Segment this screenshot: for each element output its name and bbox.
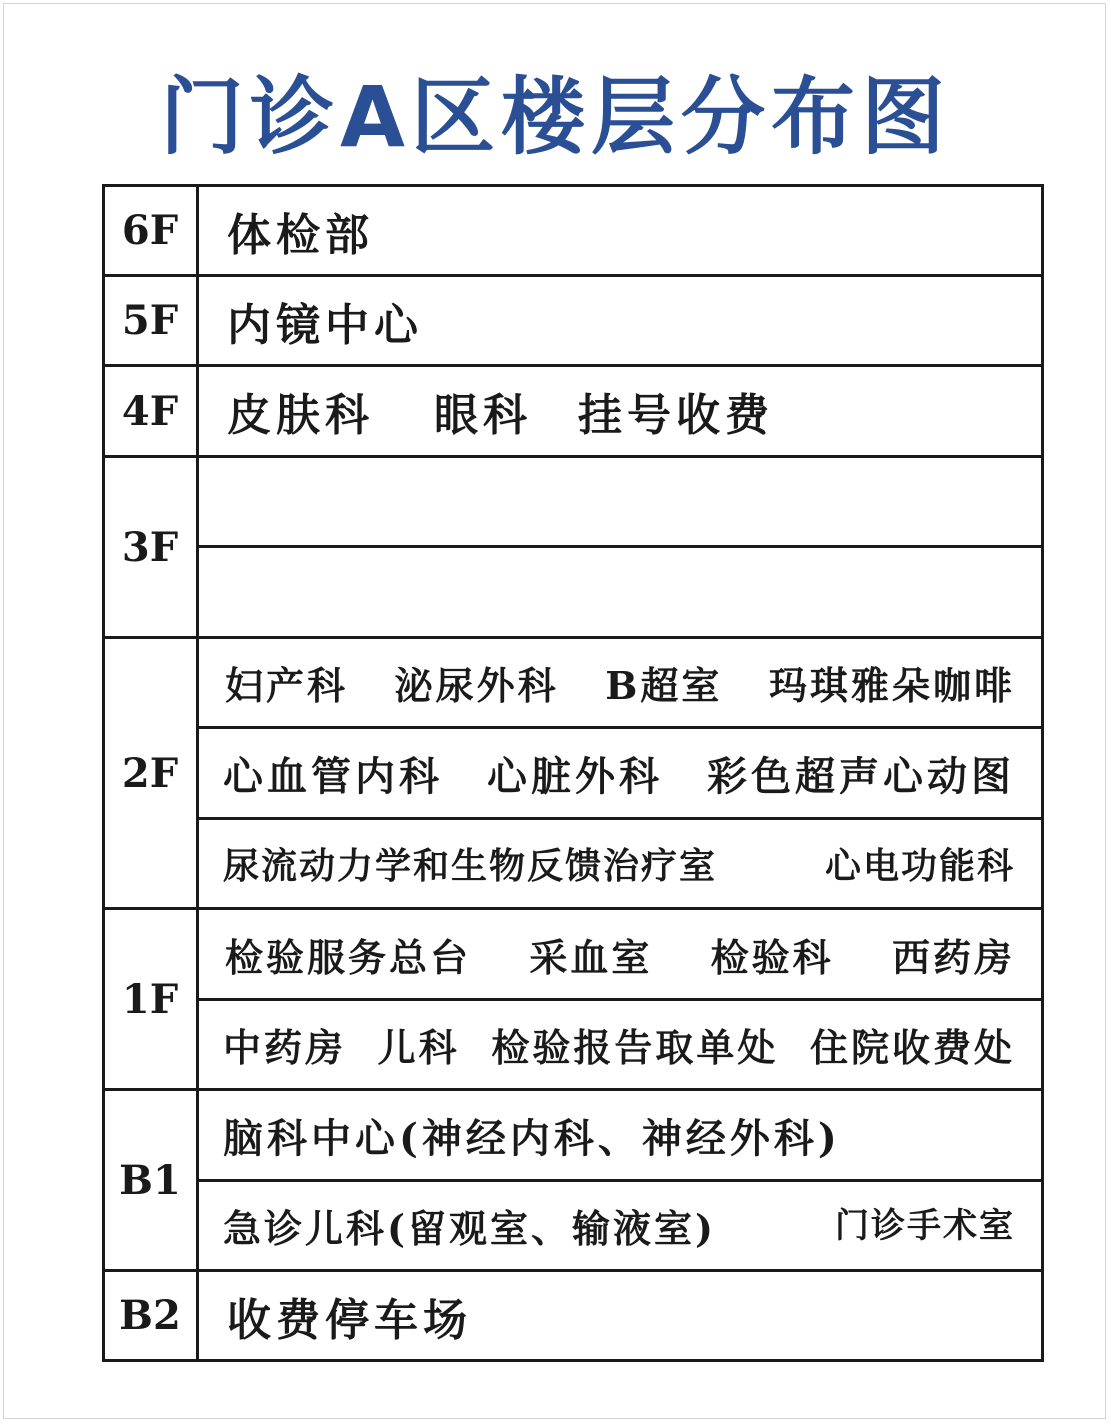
department-name: 泌尿外科 bbox=[394, 663, 559, 708]
department-name: 脑科中心(神经内科、神经外科) bbox=[223, 1114, 841, 1162]
floor-row-3f-empty bbox=[199, 458, 1041, 545]
department-name: 彩色超声心动图 bbox=[707, 752, 1015, 800]
floor-row-5f bbox=[199, 277, 1041, 364]
department-name: 挂号收费 bbox=[578, 390, 774, 441]
floor-label-b1: B1 bbox=[119, 1156, 181, 1204]
floor-label-5f: 5F bbox=[121, 297, 179, 344]
floor-label-2f: 2F bbox=[121, 749, 179, 797]
department-name: 中药房 bbox=[223, 1025, 347, 1070]
department-name: 儿科 bbox=[377, 1025, 460, 1070]
department-name: 内镜中心 bbox=[227, 299, 423, 351]
floor-row-6f bbox=[199, 187, 1041, 274]
floor-row-2f bbox=[199, 820, 1041, 907]
floor-row-1f bbox=[199, 910, 1041, 998]
department-name: 西药房 bbox=[891, 934, 1015, 980]
department-name: B超室 bbox=[605, 663, 723, 708]
department-name: 住院收费处 bbox=[809, 1025, 1015, 1070]
floor-row-b1 bbox=[199, 1182, 1041, 1269]
floor-row-2f bbox=[199, 729, 1041, 817]
department-name: 门诊手术室 bbox=[835, 1206, 1015, 1246]
department-name: 收费停车场 bbox=[227, 1294, 472, 1346]
department-name: 检验报告取单处 bbox=[491, 1025, 779, 1070]
floor-row-1f bbox=[199, 1001, 1041, 1088]
floor-label-b2: B2 bbox=[119, 1292, 181, 1339]
department-name: 眼科 bbox=[434, 390, 532, 441]
department-name: 心脏外科 bbox=[487, 752, 663, 800]
floor-row-3f-empty bbox=[199, 548, 1041, 636]
floor-label-6f: 6F bbox=[121, 207, 179, 254]
floor-row-b2 bbox=[199, 1272, 1041, 1359]
department-name: 心血管内科 bbox=[223, 752, 443, 800]
floor-label-1f: 1F bbox=[121, 975, 179, 1023]
department-name: 妇产科 bbox=[225, 663, 349, 708]
page-title: 门诊A区楼层分布图 bbox=[159, 68, 951, 166]
department-name: 体检部 bbox=[227, 209, 374, 261]
department-name: 采血室 bbox=[529, 934, 653, 980]
department-name: 心电功能科 bbox=[824, 845, 1015, 887]
floor-label-3f: 3F bbox=[121, 523, 179, 571]
floor-row-b1 bbox=[199, 1091, 1041, 1179]
department-name: 皮肤科 bbox=[227, 390, 374, 441]
department-name: 检验科 bbox=[710, 934, 834, 980]
department-name: 急诊儿科(留观室、输液室) bbox=[223, 1206, 716, 1251]
floor-row-4f bbox=[199, 367, 1041, 455]
department-name: 玛琪雅朵咖啡 bbox=[768, 663, 1015, 708]
department-name: 检验服务总台 bbox=[225, 934, 472, 980]
floor-row-2f bbox=[199, 639, 1041, 726]
floor-label-4f: 4F bbox=[121, 387, 179, 435]
department-name: 尿流动力学和生物反馈治疗室 bbox=[223, 845, 718, 887]
